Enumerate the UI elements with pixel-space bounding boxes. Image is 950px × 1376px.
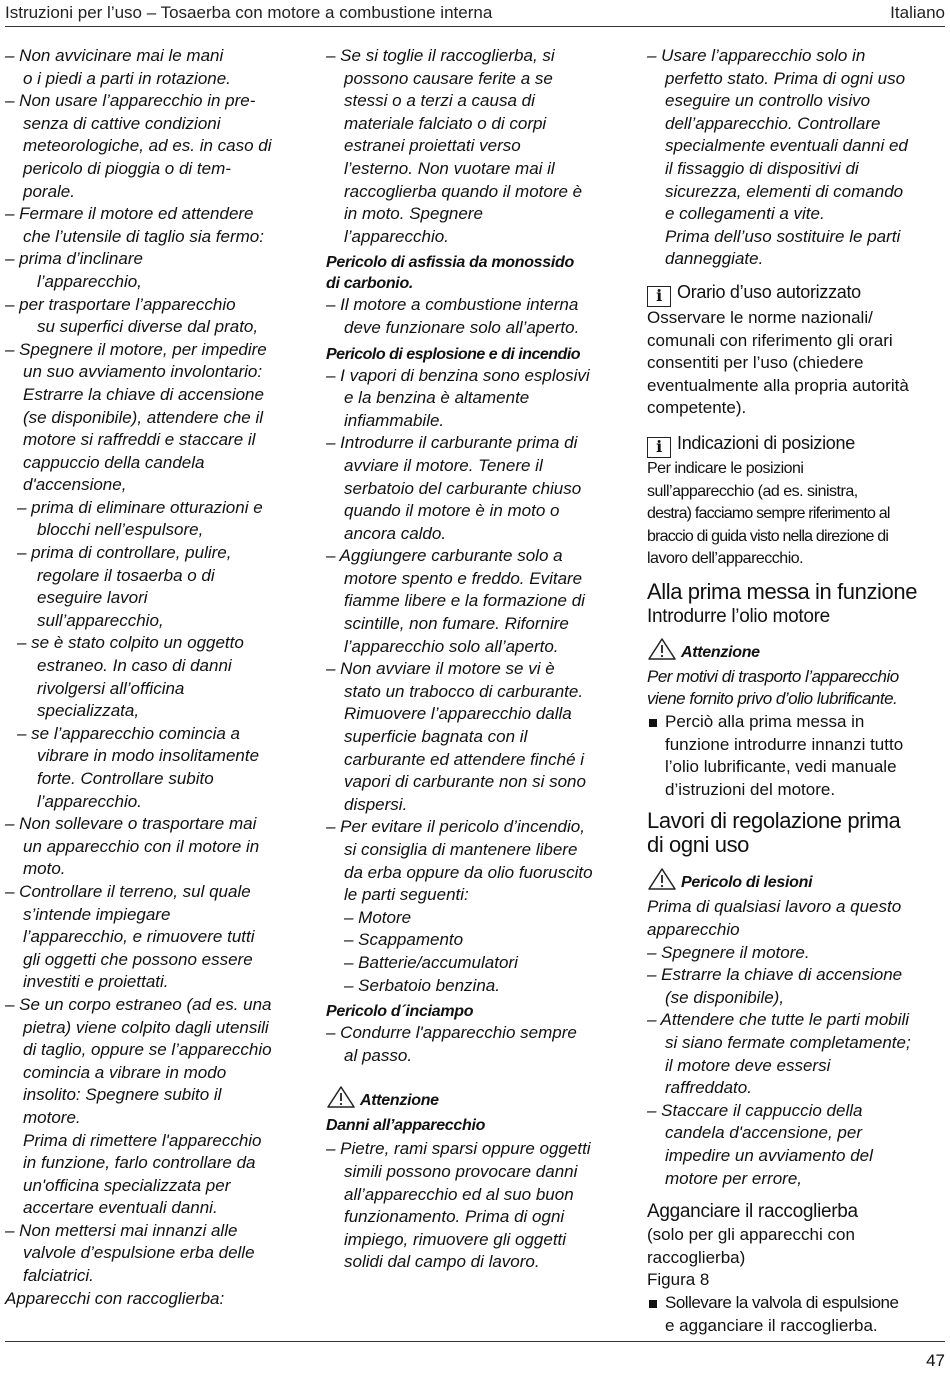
text-line: – Pietre, rami sparsi oppure oggetti — [326, 1139, 591, 1159]
text-line: Estrarre la chiave di accensione — [23, 384, 264, 404]
text-line: estranei proiettati verso — [344, 136, 521, 156]
text-line: (se disponibile), attendere che il — [23, 407, 264, 427]
bullet-item: Sollevare la valvola di espulsione — [647, 1292, 947, 1315]
danger-heading — [647, 867, 947, 896]
text-line: vibrare in modo insolitamente — [37, 746, 260, 766]
text-line: porale. — [23, 181, 75, 201]
warning-heading — [326, 1085, 626, 1114]
text-line: braccio di guida visto nella direzione di — [647, 527, 889, 545]
subsection-title-attach-bag: Agganciare il raccoglierba — [647, 1201, 858, 1223]
text-line: impiego, rimuovere gli oggetti — [344, 1229, 567, 1249]
text-line: l’apparecchio solo all’aperto. — [344, 636, 559, 656]
text-line: moto. — [23, 859, 66, 879]
warning-triangle-icon — [647, 867, 677, 891]
text-line: si siano fermate completamente; — [665, 1033, 911, 1052]
text-line: il motore deve essersi — [665, 1055, 831, 1075]
text-line: l’olio lubrificante, vedi manuale — [665, 757, 897, 777]
text-line: un'officina specializzata per — [23, 1175, 231, 1195]
text-line: – Spegnere il motore, per impedire — [5, 339, 267, 359]
text-line: – se l’apparecchio comincia a — [17, 723, 241, 743]
text-line: valvole d’espulsione erba delle — [23, 1243, 255, 1263]
text-line: Per motivi di trasporto l’apparecchio — [647, 666, 899, 686]
text-line: specializzata, — [37, 701, 140, 721]
heading-co-hazard: Pericolo di asfissia da monossido — [326, 254, 574, 272]
warning-triangle-icon — [326, 1085, 356, 1109]
figure-reference: Figura 8 — [647, 1270, 710, 1290]
text-line: (se disponibile), — [665, 987, 785, 1007]
text-line: – Condurre l'apparecchio sempre — [326, 1023, 577, 1043]
text-line: – Per evitare il pericolo d’incendio, — [326, 817, 585, 837]
warning-label: Attenzione — [360, 1092, 439, 1110]
column-2 — [326, 45, 626, 1274]
text-line: apparecchio — [647, 920, 740, 940]
text-line: dell’apparecchio. Controllare — [665, 113, 881, 133]
text-line: quando il motore è in moto o — [344, 501, 560, 521]
text-line: rivolgersi all’officina — [37, 678, 185, 698]
text-line: destra) facciamo sempre riferimento al — [647, 505, 890, 523]
text-line: regolare il tosaerba o di — [37, 565, 215, 585]
text-line: funzionamento. Prima di ogni — [344, 1207, 565, 1227]
text-line: sicurezza, elementi di comando — [665, 181, 904, 201]
text-line: – Estrarre la chiave di accensione — [647, 965, 903, 985]
text-line: – Se si toglie il raccoglierba, si — [326, 46, 555, 65]
text-line: – Non mettersi mai innanzi alle — [5, 1220, 238, 1240]
header-title: Istruzioni per l’uso – Tosaerba con motore a combustione interna — [5, 3, 493, 22]
text-line: motore. — [23, 1107, 81, 1127]
text-line: estraneo. In caso di danni — [37, 656, 232, 676]
page-header — [5, 0, 945, 27]
text-line: – Serbatoio benzina. — [344, 975, 500, 995]
heading-usage-hours — [647, 279, 947, 307]
warning-heading — [647, 637, 947, 666]
text-line: comunali con riferimento gli orari — [647, 330, 893, 350]
text-line: – Scappamento — [344, 930, 464, 950]
header-language: Italiano — [890, 3, 945, 22]
text-line: l’apparecchio. — [344, 226, 449, 246]
bullet-item: Perciò alla prima messa in — [647, 711, 947, 734]
text-line: avviare il motore. Tenere il — [344, 455, 543, 475]
heading-usage-hours-label: Orario d’uso autorizzato — [677, 281, 861, 302]
heading-co-hazard-cont: di carbonio. — [326, 275, 414, 293]
text-line: lavoro dell’apparecchio. — [647, 550, 804, 568]
text-line: possono causare ferite a se — [344, 68, 553, 88]
text-line: – prima di eliminare otturazioni e — [17, 497, 263, 517]
text-line: accertare eventuali danni. — [23, 1198, 218, 1218]
text-line: dispersi. — [344, 794, 408, 814]
text-line: (solo per gli apparecchi con — [647, 1225, 855, 1245]
text-line: – Se un corpo estraneo (ad es. una — [5, 994, 272, 1014]
text-line: motore si raffreddi e staccare il — [23, 430, 256, 450]
heading-position-info — [647, 430, 947, 458]
text-line: d'accensione, — [23, 475, 127, 495]
text-line: pietra) viene colpito dagli utensili — [23, 1017, 269, 1037]
text-line: meteorologiche, ad es. in caso di — [23, 136, 272, 156]
text-line: blocchi nell’espulsore, — [37, 520, 204, 540]
text-line: specialmente eventuali danni ed — [665, 136, 908, 156]
text-line: vapori di carburante non si sono — [344, 772, 586, 792]
subsection-title-oil: Introdurre l’olio motore — [647, 605, 830, 627]
text-line: si consiglia di mantenere libere — [344, 840, 578, 859]
text-line: solidi dal campo di lavoro. — [344, 1252, 540, 1272]
text-line: Prima dell’uso sostituire le parti — [665, 226, 901, 246]
heading-explosion-fire: Pericolo di esplosione e di incendio — [326, 345, 581, 363]
text-line: – Non usare l’apparecchio in pre- — [5, 91, 256, 111]
text-line: Per indicare le posizioni — [647, 459, 804, 477]
info-icon: i — [647, 437, 671, 458]
text-line: pericolo di pioggia o di tem- — [23, 158, 231, 178]
text-line: da erba oppure da olio fuoruscito — [344, 862, 593, 882]
text-line: – Aggiungere carburante solo a — [326, 546, 563, 566]
text-line: perfetto stato. Prima di ogni uso — [665, 68, 906, 88]
text-line: fiamme libere e la formazione di — [344, 591, 585, 611]
text-line: – Motore — [344, 907, 412, 927]
text-line: consentiti per l’uso (chiedere — [647, 353, 864, 373]
text-line: – prima d’inclinare — [5, 249, 143, 269]
text-line: serbatoio del carburante chiuso — [344, 478, 582, 498]
text-line: l’apparecchio, — [37, 271, 142, 291]
heading-device-damage: Danni all’apparecchio — [326, 1117, 486, 1135]
text-line: – Il motore a combustione interna — [326, 295, 579, 315]
text-line: raccoglierba) — [647, 1247, 746, 1267]
text-line: motore per errore, — [665, 1168, 802, 1188]
text-line: infiammabile. — [344, 410, 445, 430]
text-line: motore spento e freddo. Evitare — [344, 568, 583, 588]
footer-rule — [5, 1341, 945, 1342]
text-line: stessi o a terzi a causa di — [344, 91, 535, 111]
text-line: in moto. Spegnere — [344, 204, 483, 224]
text-line: e collegamenti a vite. — [665, 204, 825, 224]
column-3 — [647, 45, 947, 1337]
text-line: falciatrici. — [23, 1266, 94, 1286]
heading-trip-hazard: Pericolo d´inciampo — [326, 1003, 474, 1021]
text-line: materiale falciato o di corpi — [344, 113, 547, 133]
text-line: candela d'accensione, per — [665, 1123, 862, 1143]
warning-triangle-icon — [647, 637, 677, 661]
text-line: Apparecchi con raccoglierba: — [5, 1288, 225, 1308]
warning-label: Attenzione — [681, 643, 760, 661]
text-line: al passo. — [344, 1045, 413, 1065]
text-line: eseguire lavori — [37, 588, 148, 608]
section-title-adjustments-cont: di ogni uso — [647, 832, 750, 858]
text-line: – Spegnere il motore. — [647, 942, 810, 962]
text-line: e la benzina è altamente — [344, 388, 530, 408]
text-line: – Batterie/accumulatori — [344, 952, 518, 972]
text-line: di taglio, oppure se l’apparecchio — [23, 1040, 272, 1060]
text-line: – Non sollevare o trasportare mai — [5, 814, 257, 834]
text-line: – Attendere che tutte le parti mobili — [647, 1010, 910, 1030]
heading-position-info-label: Indicazioni di posizione — [677, 432, 855, 453]
text-line: – Non avvicinare mai le mani — [5, 46, 224, 65]
text-line: in funzione, farlo controllare da — [23, 1153, 256, 1173]
text-line: eseguire un controllo visivo — [665, 91, 871, 111]
text-line: Rimuovere l’apparecchio dalla — [344, 704, 572, 724]
text-line: stato un trabocco di carburante. — [344, 681, 584, 701]
text-line: raffreddato. — [665, 1078, 752, 1098]
text-line: all’apparecchio ed al suo buon — [344, 1184, 574, 1204]
column-1 — [5, 45, 305, 1310]
text-line: – prima di controllare, pulire, — [17, 543, 232, 563]
text-line: – Usare l’apparecchio solo in — [647, 46, 866, 65]
text-line: un suo avviamento involontario: — [23, 362, 263, 382]
text-line: cappuccio della candela — [23, 452, 205, 472]
text-line: carburante ed attendere finché i — [344, 749, 585, 769]
text-line: – Fermare il motore ed attendere — [5, 204, 254, 224]
text-line: le parti seguenti: — [344, 885, 469, 905]
text-line: investiti e proiettati. — [23, 972, 169, 992]
text-line: viene fornito privo d’olio lubrificante. — [647, 689, 898, 709]
text-line: – Staccare il cappuccio della — [647, 1100, 863, 1120]
text-line: forte. Controllare subito — [37, 769, 214, 788]
text-line: – per trasportare l’apparecchio — [5, 294, 236, 314]
text-line: raccoglierba quando il motore è — [344, 181, 583, 201]
text-line: comincia a vibrare in modo — [23, 1062, 227, 1082]
text-line: su superfici diverse dal prato, — [37, 317, 259, 337]
text-line: – I vapori di benzina sono esplosivi — [326, 365, 590, 385]
text-line: e agganciare il raccoglierba. — [665, 1315, 878, 1335]
text-line: simili possono provocare danni — [344, 1161, 578, 1181]
text-line: sull’apparecchio, — [37, 610, 164, 630]
text-line: l’apparecchio, e rimuovere tutti — [23, 927, 255, 947]
text-line: o i piedi a parti in rotazione. — [23, 68, 231, 88]
page-number: 47 — [926, 1351, 945, 1370]
text-line: s’intende impiegare — [23, 904, 171, 924]
text-line: l’esterno. Non vuotare mai il — [344, 158, 555, 178]
section-title-adjustments: Lavori di regolazione prima — [647, 808, 901, 834]
text-line: – Controllare il terreno, sul quale — [5, 881, 251, 901]
text-line: ancora caldo. — [344, 523, 447, 543]
info-icon: i — [647, 286, 671, 307]
text-line: eventualmente alla propria autorità — [647, 375, 909, 395]
danger-label: Pericolo di lesioni — [681, 874, 813, 892]
section-title-first-use: Alla prima messa in funzione — [647, 578, 918, 604]
text-line: d’istruzioni del motore. — [665, 779, 836, 799]
text-line: senza di cattive condizioni — [23, 113, 221, 133]
text-line: l’apparecchio. — [37, 791, 142, 811]
text-line: Prima di qualsiasi lavoro a questo — [647, 897, 902, 917]
text-line: superficie bagnata con il — [344, 727, 528, 747]
text-line: – Non avviare il motore se vi è — [326, 659, 555, 679]
text-line: sull’apparecchio (ad es. sinistra, — [647, 482, 858, 500]
text-line: gli oggetti che possono essere — [23, 949, 253, 969]
text-line: deve funzionare solo all’aperto. — [344, 317, 580, 337]
text-line: scintille, non fumare. Rifornire — [344, 614, 569, 634]
text-line: impedire un avviamento del — [665, 1145, 873, 1165]
text-line: – se è stato colpito un oggetto — [17, 633, 244, 653]
text-line: Prima di rimettere l'apparecchio — [23, 1130, 262, 1150]
text-line: insolito: Spegnere subito il — [23, 1085, 222, 1105]
text-line: – Introdurre il carburante prima di — [326, 433, 578, 453]
text-line: competente). — [647, 398, 747, 418]
text-line: un apparecchio con il motore in — [23, 836, 260, 856]
text-line: funzione introdurre innanzi tutto — [665, 734, 904, 754]
text-line: Osservare le norme nazionali/ — [647, 307, 873, 327]
text-line: il fissaggio di dispositivi di — [665, 158, 859, 178]
text-line: che l’utensile di taglio sia fermo: — [23, 226, 264, 246]
text-line: danneggiate. — [665, 249, 764, 269]
